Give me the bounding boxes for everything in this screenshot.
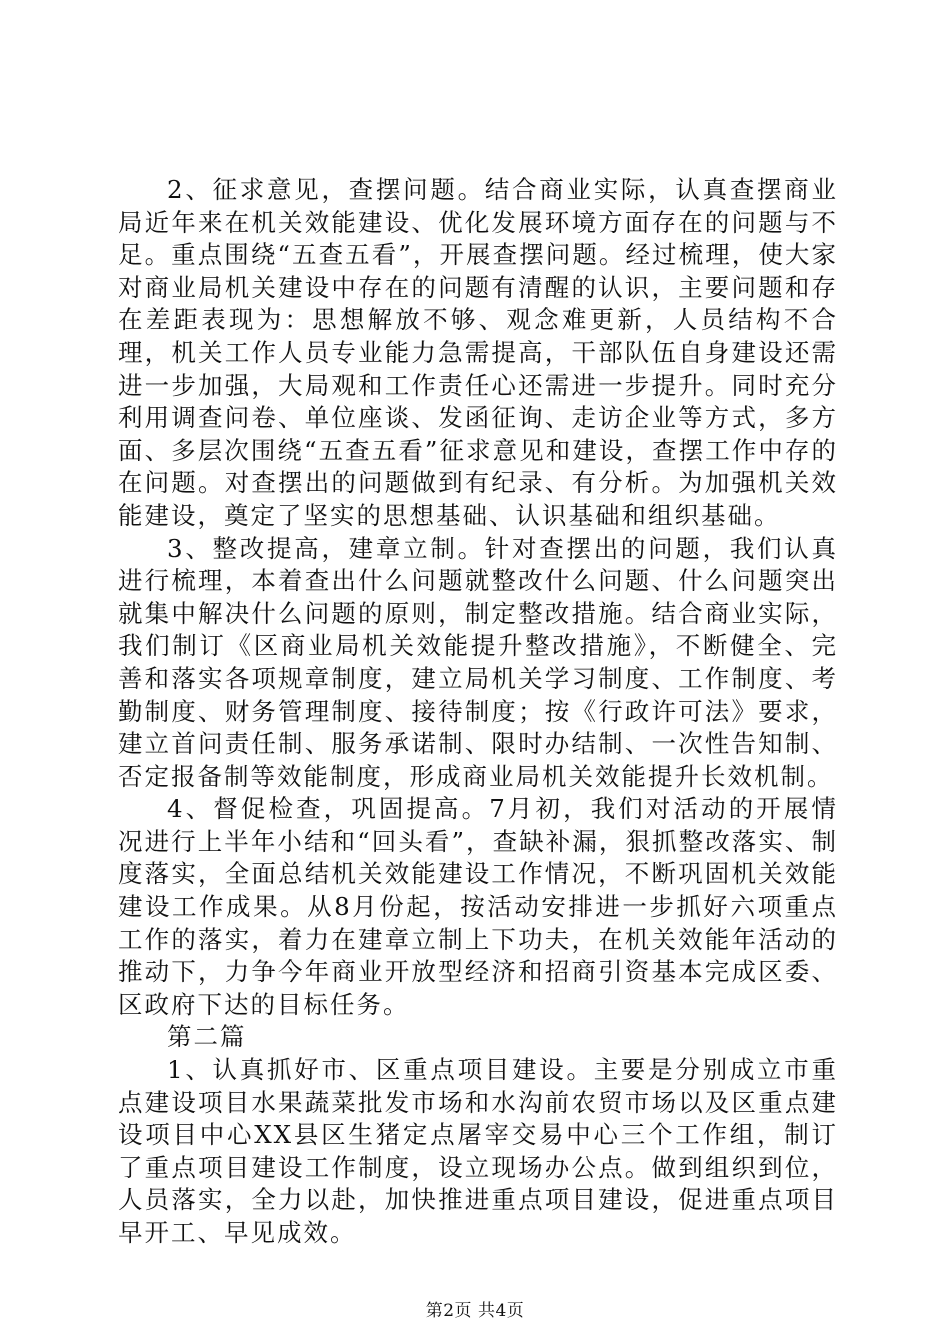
page-number-footer: 第2页 共4页 xyxy=(425,1301,525,1321)
paragraph-3: 3、整改提高，建章立制。针对查摆出的问题，我们认真进行梳理，本着查出什么问题就整改什么问题、什么问题突出就集中解决什么问题的原则，制定整改措施。结合商业实际，我们制订《区商业局机关效能提升整改措施》，不断健全、完善和落实各项规章制度，建立局机关学习制度、工作制度、考勤制度、财务管理制度、接待制度；按《行政许可法》要求，建立首问责任制、服务承诺制、限时办结制、一次性告知制、否定报备制等效能制度，形成商业局机关效能提升长效机制。 xyxy=(118,533,838,791)
section-paragraph-1: 1、认真抓好市、区重点项目建设。主要是分别成立市重点建设项目水果蔬菜批发市场和水沟前农贸市场以及区重点建设项目中心XX县区生猪定点屠宰交易中心三个工作组，制订了重点项目建设工作制度，设立现场办公点。做到组织到位，人员落实，全力以赴，加快推进重点项目建设，促进重点项目早开工、早见成效。 xyxy=(118,1055,838,1247)
document-body xyxy=(118,174,838,1250)
section-heading: 第二篇 xyxy=(167,1022,247,1052)
paragraph-2: 2、征求意见，查摆问题。结合商业实际，认真查摆商业局近年来在机关效能建设、优化发展环境方面存在的问题与不足。重点围绕“五查五看”，开展查摆问题。经过梳理，使大家对商业局机关建设中存在的问题有清醒的认识，主要问题和存在差距表现为：思想解放不够、观念难更新，人员结构不合理，机关工作人员专业能力急需提高，干部队伍自身建设还需进一步加强，大局观和工作责任心还需进一步提升。同时充分利用调查问卷、单位座谈、发函征询、走访企业等方式，多方面、多层次围绕“五查五看”征求意见和建设，查摆工作中存的在问题。对查摆出的问题做到有纪录、有分析。为加强机关效能建设，奠定了坚实的思想基础、认识基础和组织基础。 xyxy=(118,175,838,530)
paragraph-4: 4、督促检查，巩固提高。7月初，我们对活动的开展情况进行上半年小结和“回头看”，查缺补漏，狠抓整改落实、制度落实，全面总结机关效能建设工作情况，不断巩固机关效能建设工作成果。从8月份起，按活动安排进一步抓好六项重点工作的落实，着力在建章立制上下功夫，在机关效能年活动的推动下，力争今年商业开放型经济和招商引资基本完成区委、区政府下达的目标任务。 xyxy=(118,794,838,1019)
